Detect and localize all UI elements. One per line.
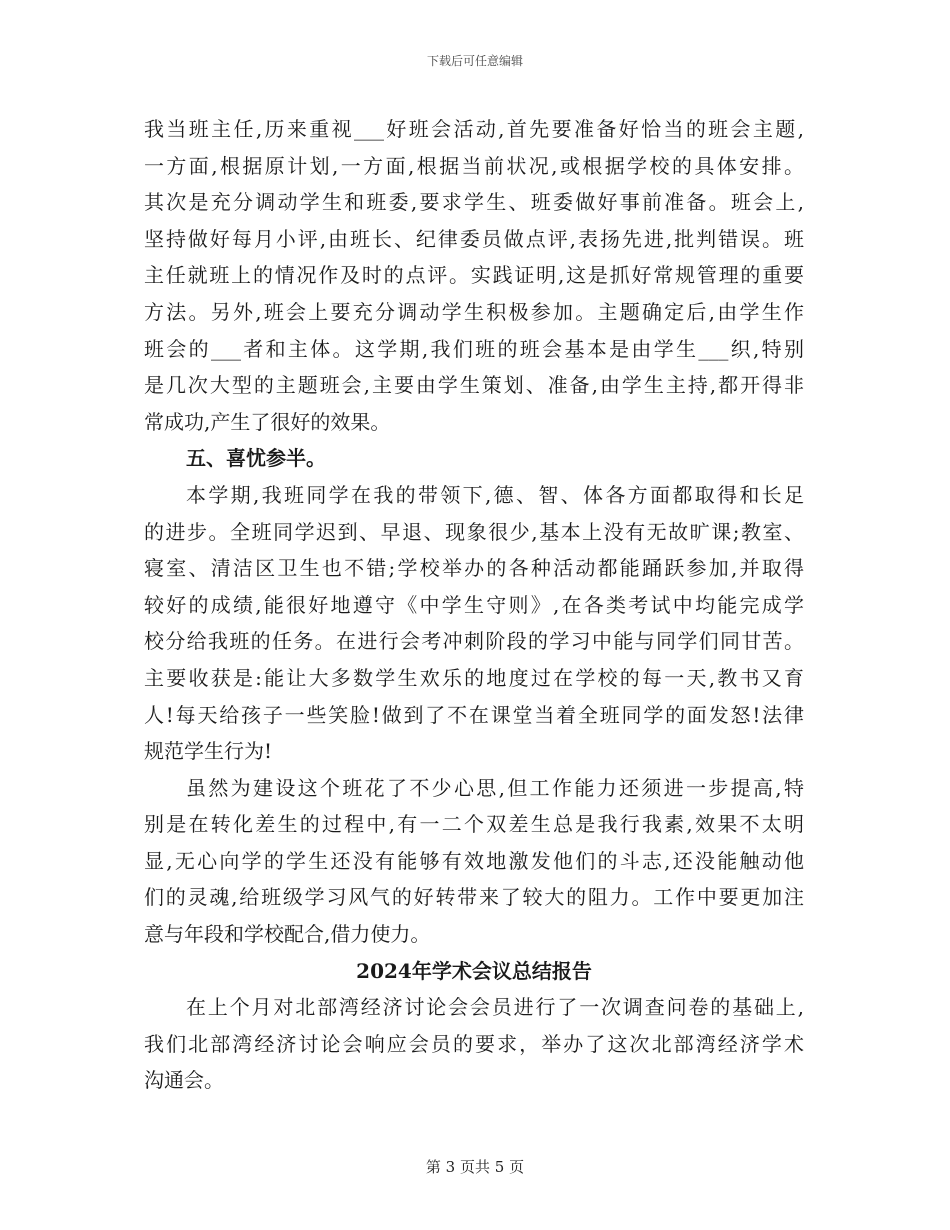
body-line: 较好的成绩,能很好地遵守《中学生守则》,在各类考试中均能完成学 — [144, 592, 804, 617]
document-body — [144, 111, 804, 1099]
body-line: 主要收获是:能让大多数学生欢乐的地度过在学校的每一天,教书又育 — [144, 665, 804, 690]
page-number: 第 3 页共 5 页 — [425, 1158, 525, 1176]
body-line: 我当班主任,历来重视___好班会活动,首先要准备好恰当的班会主题, — [144, 117, 804, 141]
body-line: 别是在转化差生的过程中,有一二个双差生总是我行我素,效果不太明 — [144, 812, 804, 837]
body-line: 主任就班上的情况作及时的点评。实践证明,这是抓好常规管理的重要 — [144, 263, 804, 288]
body-line: 显,无心向学的学生还没有能够有效地激发他们的斗志,还没能触动他 — [144, 848, 804, 873]
body-line: 我们北部湾经济讨论会响应会员的要求，举办了这次北部湾经济学术 — [144, 1031, 804, 1056]
body-line: 虽然为建设这个班花了不少心思,但工作能力还须进一步提高,特 — [186, 775, 804, 800]
body-line: 其次是充分调动学生和班委,要求学生、班委做好事前准备。班会上, — [144, 190, 804, 215]
report-title: 2024年学术会议总结报告 — [356, 958, 592, 983]
section-heading: 五、喜忧参半。 — [186, 446, 326, 471]
body-line: 本学期,我班同学在我的带领下,德、智、体各方面都取得和长足 — [186, 482, 804, 507]
body-line: 的进步。全班同学迟到、早退、现象很少,基本上没有无故旷课;教室、 — [144, 519, 804, 544]
body-line: 校分给我班的任务。在进行会考冲刺阶段的学习中能与同学们同甘苦。 — [144, 629, 804, 654]
body-line: 方法。另外,班会上要充分调动学生积极参加。主题确定后,由学生作 — [144, 299, 804, 324]
body-line: 人!每天给孩子一些笑脸!做到了不在课堂当着全班同学的面发怒!法律 — [144, 702, 804, 727]
body-line: 意与年段和学校配合,借力使力。 — [144, 922, 431, 947]
body-line: 寝室、清洁区卫生也不错;学校举办的各种活动都能踊跃参加,并取得 — [144, 556, 804, 581]
body-line: 们的灵魂,给班级学习风气的好转带来了较大的阻力。工作中要更加注 — [144, 885, 804, 910]
body-line: 常成功,产生了很好的效果。 — [144, 409, 391, 434]
body-line: 是几次大型的主题班会,主要由学生策划、准备,由学生主持,都开得非 — [144, 373, 804, 398]
body-line: 坚持做好每月小评,由班长、纪律委员做点评,表扬先进,批判错误。班 — [144, 226, 804, 251]
body-line: 班会的___者和主体。这学期,我们班的班会基本是由学生___织,特别 — [144, 336, 804, 361]
body-line: 规范学生行为! — [144, 739, 273, 764]
body-line: 沟通会。 — [144, 1068, 224, 1093]
body-line: 一方面,根据原计划,一方面,根据当前状况,或根据学校的具体安排。 — [144, 153, 804, 178]
body-line: 在上个月对北部湾经济讨论会会员进行了一次调查问卷的基础上, — [186, 995, 804, 1020]
page-header: 下载后可任意编辑 — [426, 54, 523, 68]
